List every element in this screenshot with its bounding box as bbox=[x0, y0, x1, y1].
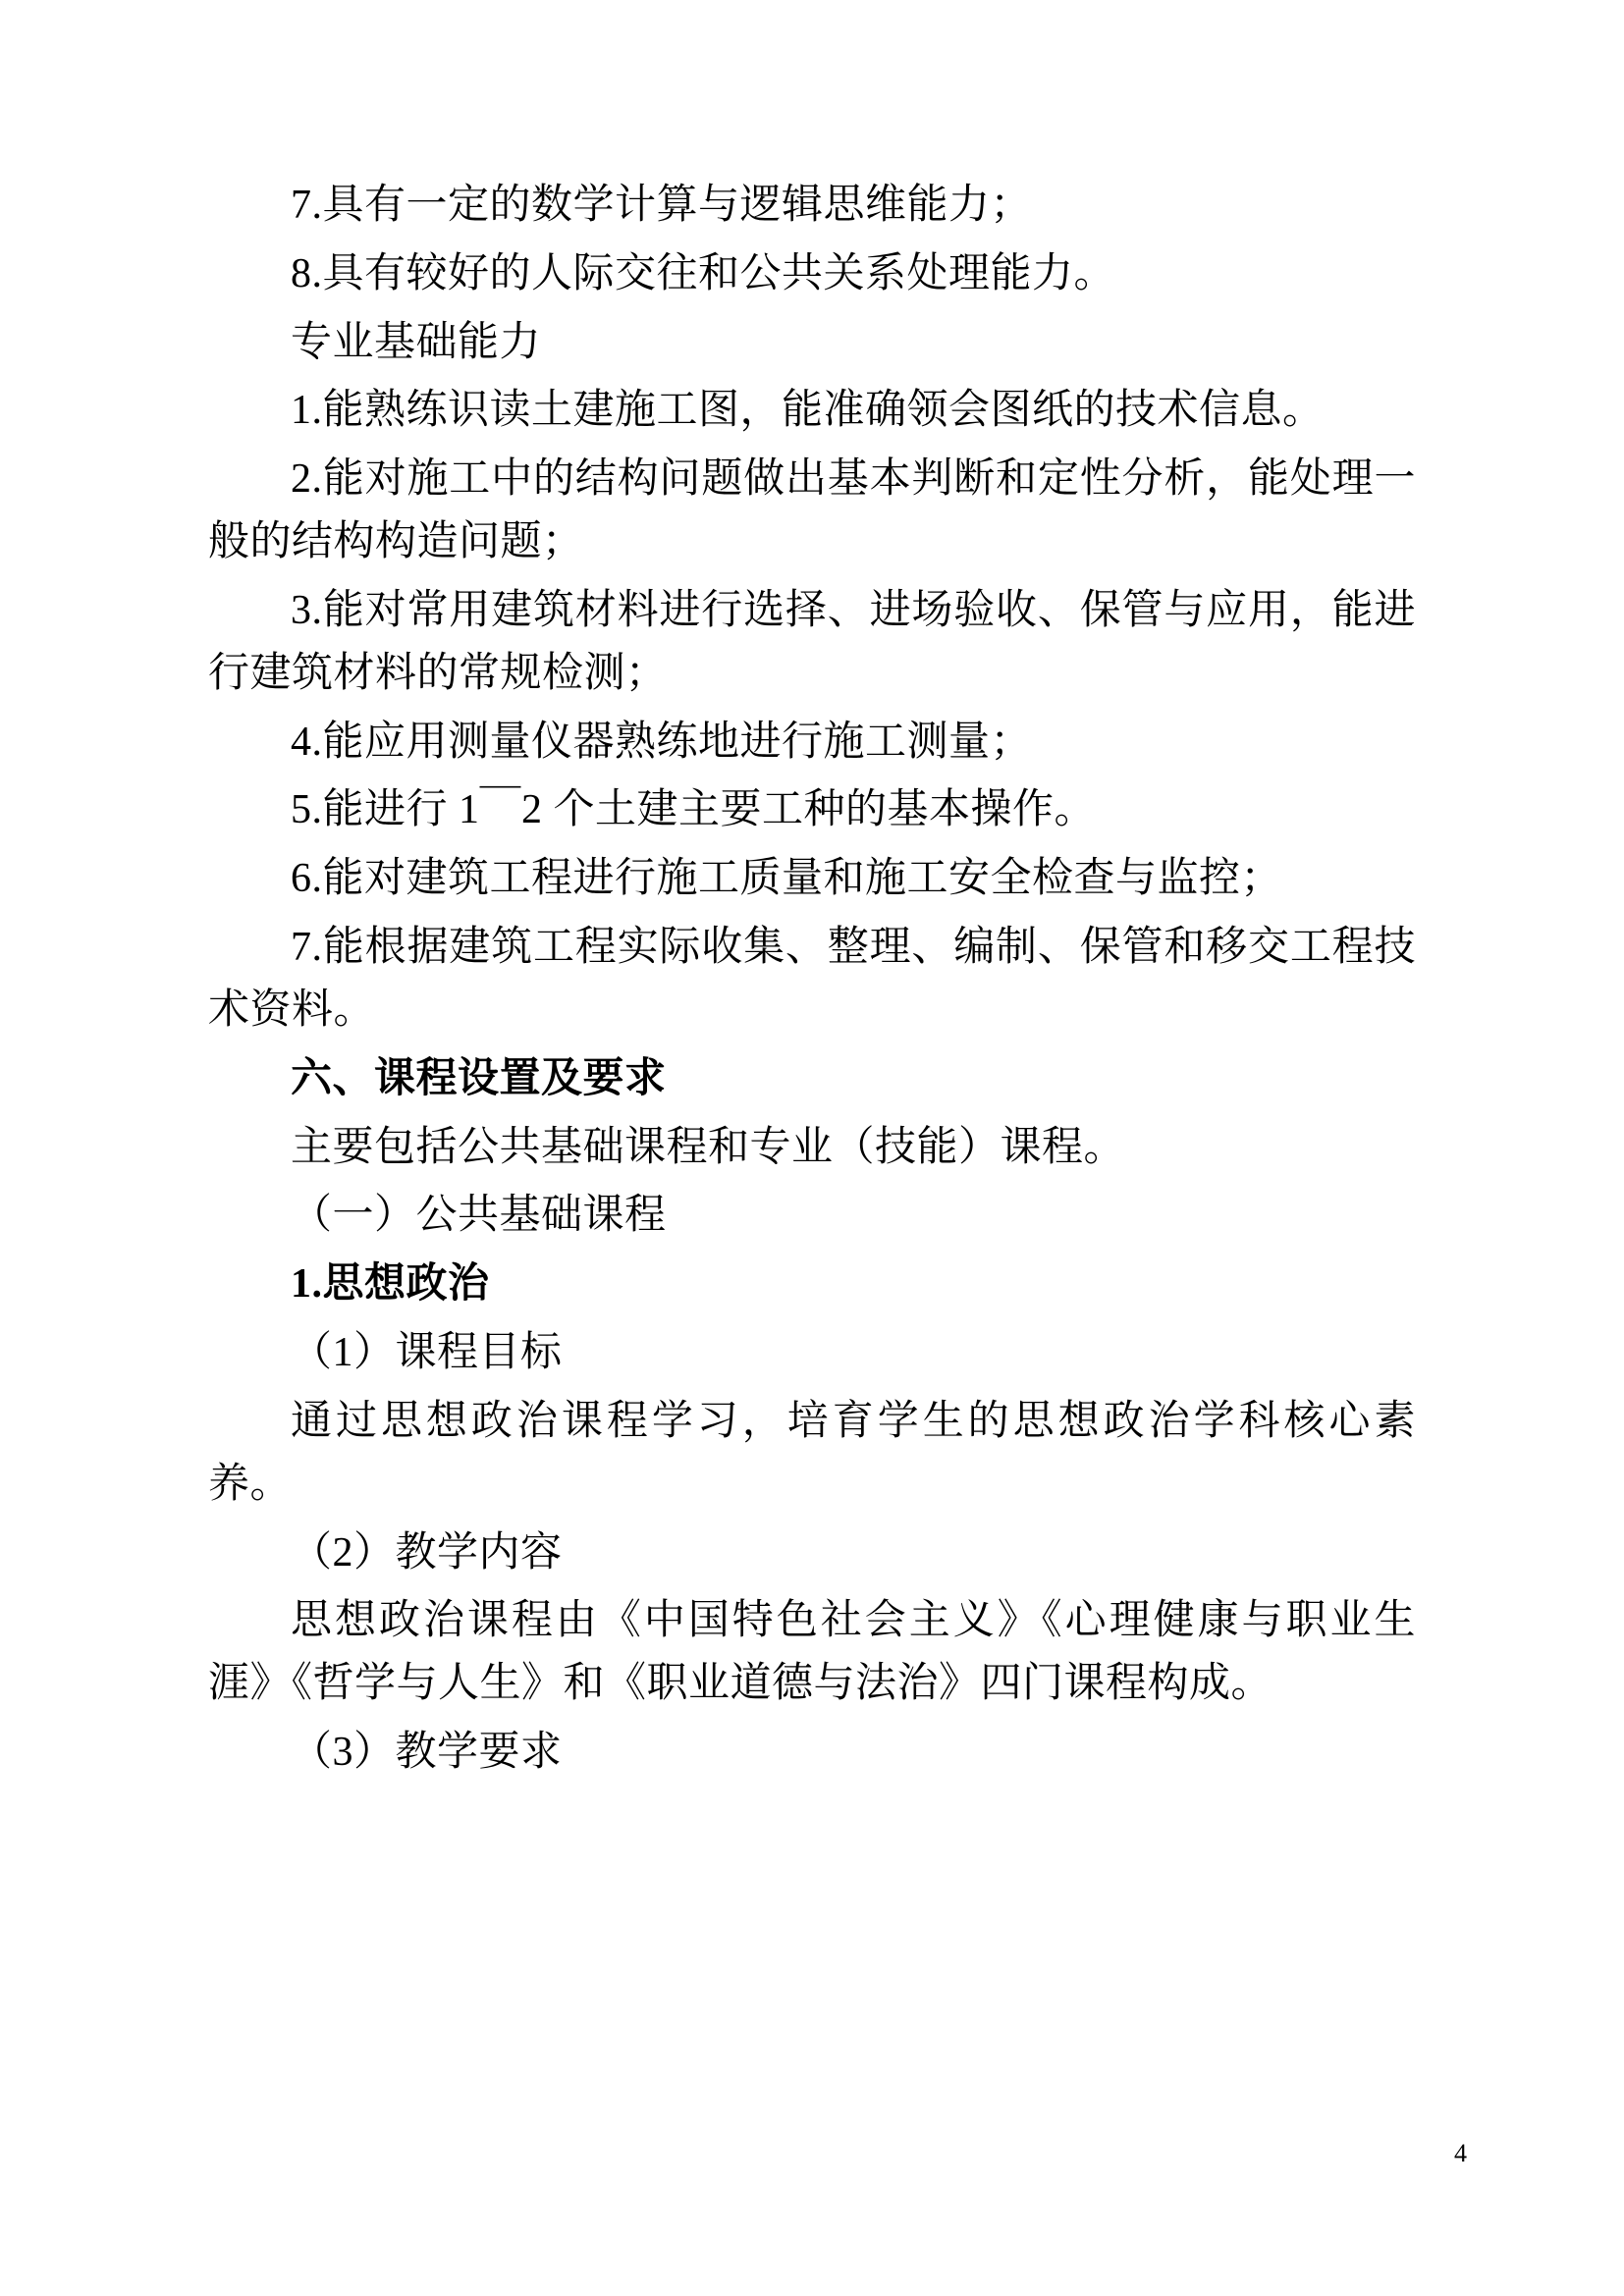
body-paragraph: 4.能应用测量仪器熟练地进行施工测量； bbox=[291, 719, 1033, 765]
body-paragraph: 2.能对施工中的结构问题做出基本判断和定性分析，能处理一般的结构构造问题； bbox=[208, 456, 1416, 565]
body-paragraph: 思想政治课程由《中国特色社会主义》《心理健康与职业生涯》《哲学与人生》和《职业道德与法治》四门课程构成。 bbox=[208, 1598, 1416, 1707]
body-paragraph: （2）教学内容 bbox=[291, 1529, 563, 1575]
body-paragraph: 7.具有一定的数学计算与逻辑思维能力； bbox=[291, 183, 1033, 228]
body-paragraph: （1）课程目标 bbox=[291, 1330, 563, 1376]
body-paragraph: （3）教学要求 bbox=[291, 1730, 563, 1776]
body-paragraph: 5.能进行 1￣2 个土建主要工种的基本操作。 bbox=[291, 787, 1097, 833]
page-number: 4 bbox=[1454, 2139, 1467, 2167]
body-paragraph: 8.具有较好的人际交往和公共关系处理能力。 bbox=[291, 250, 1116, 296]
page-content bbox=[208, 175, 1416, 1790]
body-paragraph: 主要包括公共基础课程和专业（技能）课程。 bbox=[291, 1124, 1126, 1170]
body-paragraph: （一）公共基础课程 bbox=[291, 1193, 667, 1239]
body-paragraph: 通过思想政治课程学习，培育学生的思想政治学科核心素养。 bbox=[208, 1398, 1416, 1507]
body-paragraph: 专业基础能力 bbox=[291, 319, 542, 365]
body-paragraph: 1.能熟练识读土建施工图，能准确领会图纸的技术信息。 bbox=[291, 388, 1325, 434]
section-heading: 六、课程设置及要求 bbox=[291, 1055, 667, 1101]
body-paragraph: 6.能对建筑工程进行施工质量和施工安全检查与监控； bbox=[291, 856, 1283, 902]
body-paragraph: 3.能对常用建筑材料进行选择、进场验收、保管与应用，能进行建筑材料的常规检测； bbox=[208, 587, 1416, 696]
body-paragraph: 7.能根据建筑工程实际收集、整理、编制、保管和移交工程技术资料。 bbox=[208, 925, 1416, 1033]
subsection-heading: 1.思想政治 bbox=[291, 1261, 490, 1308]
